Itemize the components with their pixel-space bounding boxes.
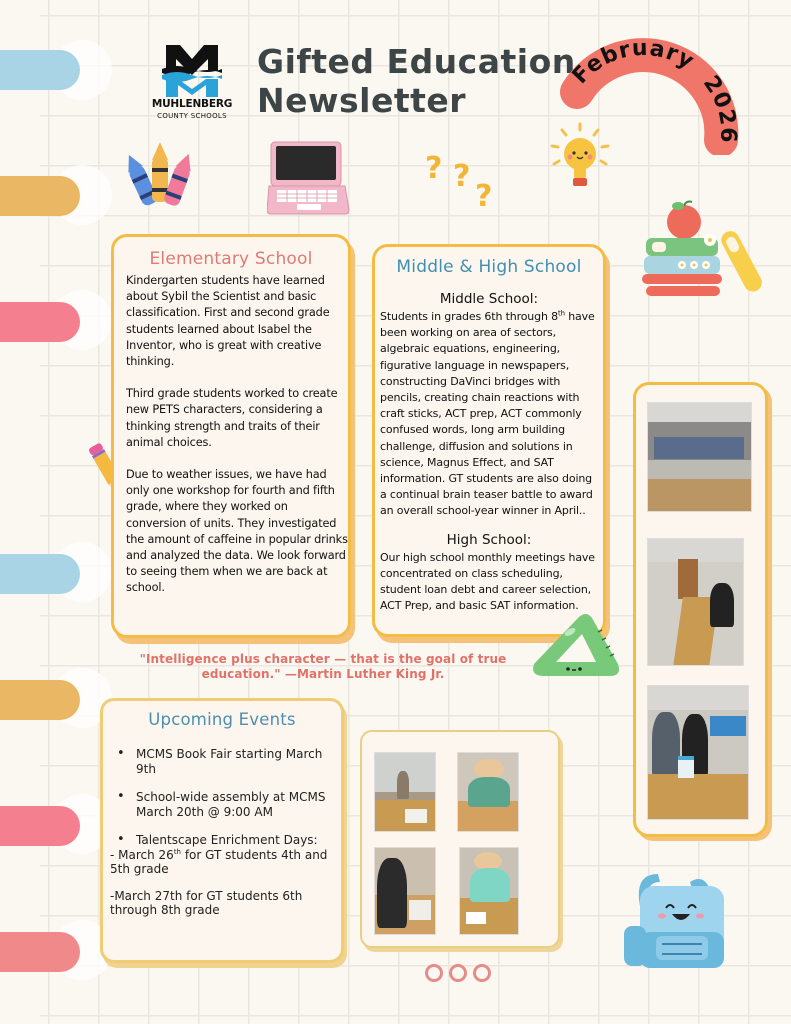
ruler-triangle-icon [530, 612, 626, 682]
photo-domino-table [647, 538, 744, 666]
event-sub-item: -March 27th for GT students 6th through 8th grade [110, 888, 303, 917]
middle-text-rest: have been working on area of sectors, algebraic equations, engineering, figurative language in newspapers, constructing DaVinci bridges with pencils, creating chain reactions with craft sticks, ACT prep, ACT commonly confused words, long arm building challenge, diffusion and solutions in science, Magnus Effect, and SAT information. GT students are also doing a continual brain teaser battle to award an overall school-year winner in April.. [380, 310, 595, 518]
binder-tab-pink [0, 302, 80, 342]
event-item: • MCMS Book Fair starting March 9th [103, 747, 341, 776]
high-school-subheading: High School: [446, 531, 532, 548]
photo-classroom-table [374, 752, 436, 832]
books-apple-icon [642, 200, 762, 300]
title-line-1: Gifted Education [257, 42, 576, 81]
title-line-2: Newsletter [257, 81, 467, 120]
banner-year: 2026 [697, 71, 740, 144]
lightbulb-icon [548, 122, 612, 194]
crayons-icon [124, 138, 196, 210]
logo-subtitle: COUNTY SCHOOLS [157, 112, 227, 120]
events-list [103, 747, 341, 848]
event-item: • Talentscape Enrichment Days: [103, 833, 341, 848]
event-sub-sup: th [173, 847, 181, 856]
page-dot [449, 964, 467, 982]
events-card [100, 698, 344, 963]
middle-school-text [380, 309, 597, 520]
binder-tab-coral [0, 932, 80, 972]
quote: "Intelligence plus character — that is the goal of true education." —Martin Luther King Jr. [139, 652, 507, 681]
high-school-text: Our high school monthly meetings have concentrated on class scheduling, student loan debt and career selection, ACT Prep, and basic SAT information. [380, 550, 595, 613]
middle-high-heading: Middle & High School [396, 257, 582, 277]
elementary-paragraph: Third grade students worked to create new PETS characters, considering a thinking strength and traits of their animal choices. [126, 387, 338, 449]
photo-grid-card [360, 730, 560, 948]
binder-tab-yellow [0, 680, 80, 720]
event-sub-start: - March 26 [110, 847, 174, 862]
binder-tab-yellow [0, 176, 80, 216]
photo-student-building [459, 847, 519, 935]
svg-text:?: ? [475, 179, 493, 212]
binder-tab-blue [0, 554, 80, 594]
logo-m-icon [162, 45, 222, 97]
elementary-paragraph: Due to weather issues, we have had only one workshop for fourth and fifth grade, where they worked on conversion of units. They investigated the amount of caffeine in popular drinks and analyzed the data. We look forward to seeing them when we are back at school. [126, 468, 348, 595]
events-sub-items [103, 848, 341, 918]
banner-month: February [567, 35, 699, 90]
elementary-heading: Elementary School [149, 249, 313, 269]
photo-student-crafting [457, 752, 519, 832]
middle-school-subheading: Middle School: [439, 291, 539, 307]
event-item: • School-wide assembly at MCMS March 20th @ 9:00 AM [103, 790, 341, 819]
laptop-icon [267, 140, 351, 216]
middle-text-sup: th [557, 309, 565, 318]
photo-group-standing [647, 402, 752, 512]
elementary-paragraph: Kindergarten students have learned about Sybil the Scientist and basic classification. First and second grade students learned about Isabel the Inventor, who is great with creative thinking. [126, 274, 330, 369]
page-title [257, 42, 576, 120]
backpack-icon [614, 866, 734, 976]
svg-text:?: ? [453, 159, 471, 194]
binder-tab-blue [0, 50, 80, 90]
events-heading: Upcoming Events [148, 710, 296, 729]
page-dot [473, 964, 491, 982]
svg-text:?: ? [425, 151, 443, 186]
page-dots [425, 964, 491, 982]
elementary-body [126, 273, 348, 613]
middle-school-body [375, 309, 603, 520]
logo-name: MUHLENBERG [151, 98, 233, 110]
middle-text-start: Students in grades 6th through 8 [380, 310, 558, 323]
photo-column-card [633, 382, 768, 837]
photo-students-pitcher [647, 685, 749, 820]
binder-strip [0, 0, 40, 1024]
event-sub-rest: for GT students 4th and 5th grade [110, 847, 328, 876]
district-logo [150, 45, 234, 125]
question-marks-icon [425, 148, 501, 212]
middle-high-card [372, 244, 606, 637]
high-school-body [375, 550, 603, 615]
event-sub-item [110, 848, 341, 877]
page-dot [425, 964, 443, 982]
photo-student-writing [374, 847, 436, 935]
binder-tab-pink [0, 806, 80, 846]
elementary-card [111, 234, 351, 638]
